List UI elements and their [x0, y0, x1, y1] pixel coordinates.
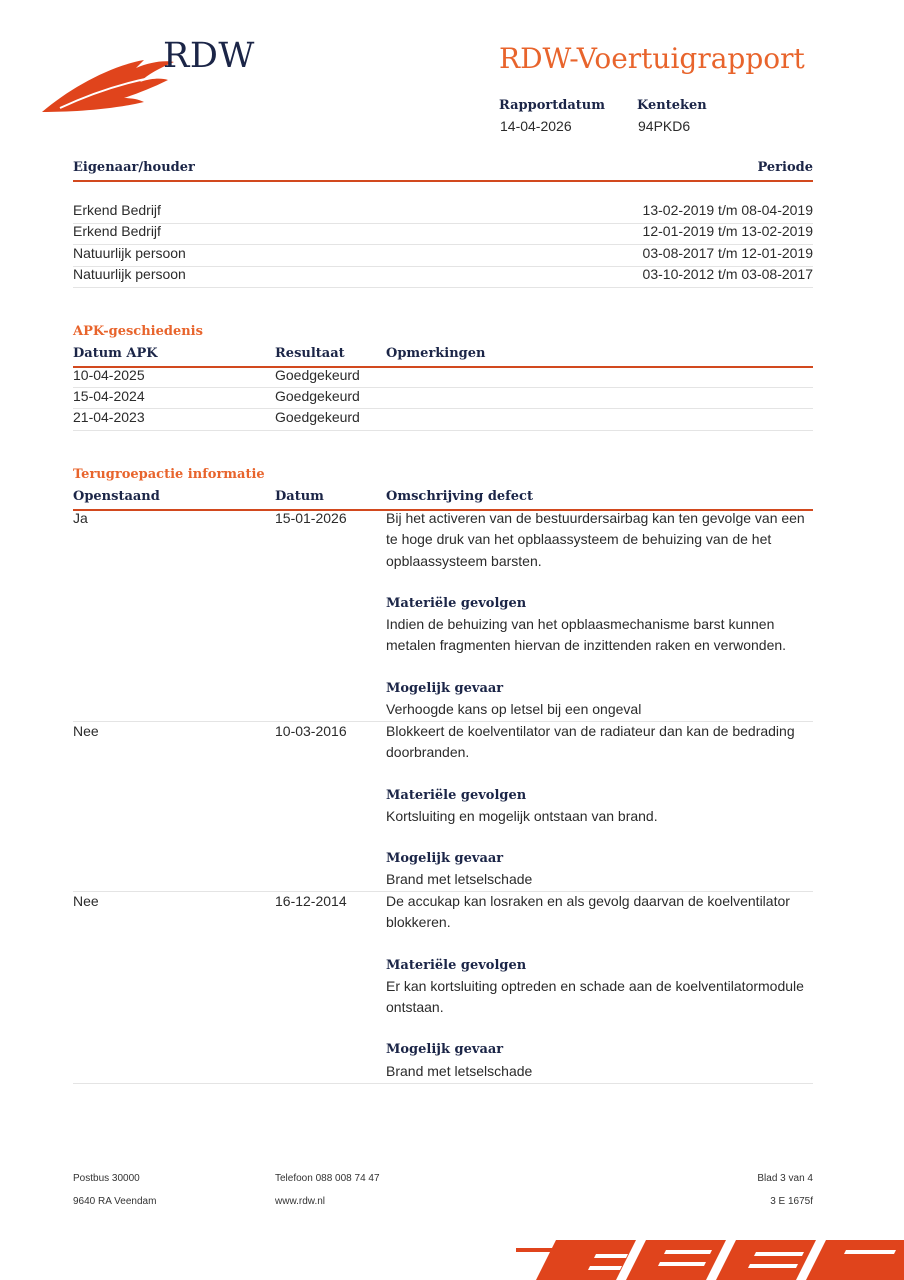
- material-label: Materiële gevolgen: [386, 957, 527, 973]
- row-divider: [73, 287, 813, 288]
- report-title: RDW-Voertuigrapport: [499, 42, 805, 75]
- period-column-header: Periode: [757, 160, 813, 175]
- recall-open-cell: Ja: [73, 510, 88, 526]
- recall-desc-header: Omschrijving defect: [386, 489, 533, 504]
- owner-cell: Natuurlijk persoon: [73, 266, 186, 282]
- material-label: Materiële gevolgen: [386, 787, 527, 803]
- footer-address-line1: Postbus 30000: [73, 1173, 140, 1184]
- owner-cell: Erkend Bedrijf: [73, 202, 161, 218]
- footer-code: 3 E 1675f: [770, 1196, 813, 1207]
- divider: [73, 180, 813, 182]
- apk-date-cell: 10-04-2025: [73, 367, 145, 383]
- apk-result-header: Resultaat: [275, 346, 345, 361]
- material-text: Er kan kortsluiting optreden en schade aan de koelventilatormodule ontstaan.: [386, 977, 804, 1016]
- period-cell: 13-02-2019 t/m 08-04-2019: [642, 202, 813, 218]
- apk-date-cell: 21-04-2023: [73, 409, 145, 425]
- apk-section-title: APK-geschiedenis: [73, 324, 203, 339]
- recall-section-title: Terugroepactie informatie: [73, 467, 265, 482]
- period-cell: 03-08-2017 t/m 12-01-2019: [642, 245, 813, 261]
- row-divider: [73, 430, 813, 431]
- footer-address-line2: 9640 RA Veendam: [73, 1196, 157, 1207]
- apk-date-cell: 15-04-2024: [73, 388, 145, 404]
- report-date-value: 14-04-2026: [500, 118, 572, 134]
- danger-text: Verhoogde kans op letsel bij een ongeval: [386, 701, 642, 718]
- apk-result-cell: Goedgekeurd: [275, 367, 360, 383]
- plate-value: 94PKD6: [638, 118, 691, 134]
- recall-date-header: Datum: [275, 489, 324, 504]
- row-divider: [73, 1083, 813, 1084]
- row-divider: [73, 387, 813, 388]
- apk-result-cell: Goedgekeurd: [275, 388, 360, 404]
- footer-phone: Telefoon 088 008 74 47: [275, 1173, 380, 1184]
- owner-cell: Natuurlijk persoon: [73, 245, 186, 261]
- report-date-label: Rapportdatum: [499, 98, 605, 113]
- apk-remarks-header: Opmerkingen: [386, 346, 486, 361]
- logo-text: RDW: [163, 36, 255, 76]
- recall-description: [386, 891, 806, 1082]
- footer-page-number: Blad 3 van 4: [757, 1173, 813, 1184]
- recall-open-cell: Nee: [73, 893, 99, 909]
- period-cell: 03-10-2012 t/m 03-08-2017: [642, 266, 813, 282]
- recall-date-cell: 10-03-2016: [275, 723, 347, 739]
- defect-text: Bij het activeren van de bestuurdersairbag kan ten gevolge van een te hoge druk van het opblaassysteem de behuizing van de het opblaassysteem barsten.: [386, 510, 805, 569]
- recall-description: [386, 508, 806, 720]
- apk-date-header: Datum APK: [73, 346, 158, 361]
- material-text: Kortsluiting en mogelijk ontstaan van brand.: [386, 807, 658, 824]
- danger-label: Mogelijk gevaar: [386, 851, 504, 867]
- owner-column-header: Eigenaar/houder: [73, 160, 195, 175]
- plate-label: Kenteken: [637, 98, 707, 113]
- danger-label: Mogelijk gevaar: [386, 1042, 504, 1058]
- footer-website[interactable]: www.rdw.nl: [275, 1196, 326, 1207]
- danger-text: Brand met letselschade: [386, 1062, 533, 1079]
- recall-date-cell: 15-01-2026: [275, 510, 347, 526]
- danger-label: Mogelijk gevaar: [386, 680, 504, 696]
- material-text: Indien de behuizing van het opblaasmechanisme barst kunnen metalen fragmenten hiervan de inzittenden raken en verwonden.: [386, 616, 787, 654]
- defect-text: De accukap kan losraken en als gevolg daarvan de koelventilator blokkeren.: [386, 893, 790, 931]
- row-divider: [73, 408, 813, 409]
- divider: [73, 366, 813, 368]
- rdw-stripes-graphic: [516, 1240, 904, 1280]
- recall-description: [386, 721, 806, 891]
- owner-cell: Erkend Bedrijf: [73, 223, 161, 239]
- recall-open-cell: Nee: [73, 723, 99, 739]
- apk-result-cell: Goedgekeurd: [275, 409, 360, 425]
- material-label: Materiële gevolgen: [386, 595, 527, 611]
- recall-date-cell: 16-12-2014: [275, 893, 347, 909]
- recall-open-header: Openstaand: [73, 489, 160, 504]
- defect-text: Blokkeert de koelventilator van de radiateur dan kan de bedrading doorbranden.: [386, 723, 795, 761]
- danger-text: Brand met letselschade: [386, 871, 533, 888]
- period-cell: 12-01-2019 t/m 13-02-2019: [642, 223, 813, 239]
